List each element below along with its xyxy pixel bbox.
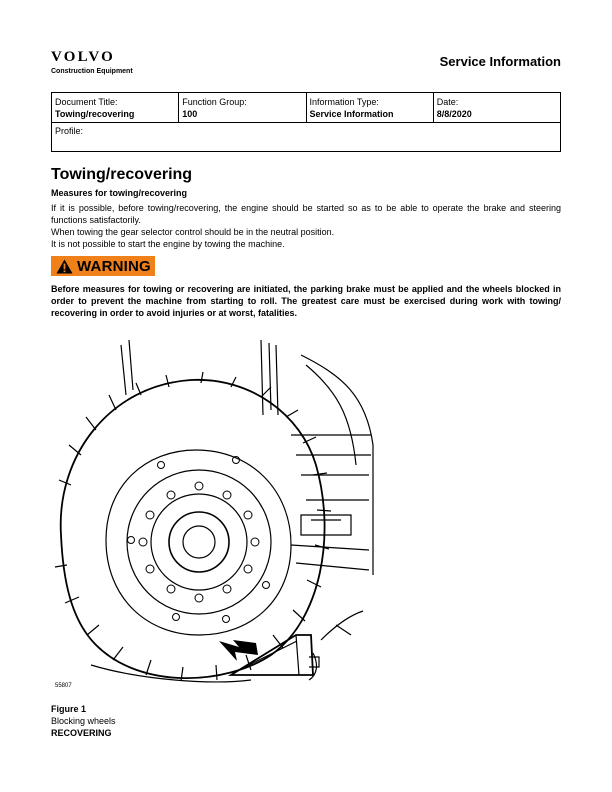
profile-label: Profile:: [55, 126, 84, 136]
paragraph-engine-start: If it is possible, before towing/recovering, the engine should be started so as to be able to operate the brake and steering functions satisfactorily.: [51, 203, 561, 225]
date-label: Date:: [436, 97, 459, 107]
figure-id: 55807: [55, 683, 72, 689]
wheel-chock-illustration: [51, 335, 381, 695]
figure-captions: [51, 703, 116, 739]
document-info-table: [51, 92, 561, 152]
paragraph-no-tow-start: It is not possible to start the engine by towing the machine.: [51, 239, 285, 249]
figure-blocking-wheels: [51, 335, 381, 695]
brand-division: Construction Equipment: [51, 68, 133, 75]
warning-triangle-icon: [56, 259, 73, 274]
brand-name: VOLVO: [51, 49, 116, 65]
warning-label: WARNING: [77, 257, 151, 275]
function-group-cell: [178, 93, 305, 122]
page-title: Towing/recovering: [51, 166, 193, 183]
function-group-value: 100: [182, 109, 198, 119]
main-content: [51, 166, 561, 319]
document-title-cell: [52, 93, 178, 122]
information-type-value: Service Information: [309, 109, 394, 119]
paragraph-gear-selector: When towing the gear selector control should be in the neutral position.: [51, 227, 335, 237]
document-title-label: Document Title:: [55, 97, 118, 107]
document-title-value: Towing/recovering: [55, 109, 135, 119]
figure-caption-text: Blocking wheels: [51, 716, 116, 726]
information-type-cell: [306, 93, 433, 122]
warning-text: Before measures for towing or recovering are initiated, the parking brake must be applied and the wheels blocked in order to prevent the machine from starting to roll. The greatest care must be exercised during work with towing/ recovering in order to avoid injuries or at worst, fatalities.: [51, 283, 561, 318]
function-group-label: Function Group:: [182, 97, 247, 107]
section-label-recovering: RECOVERING: [51, 728, 112, 738]
warning-badge: [51, 256, 155, 276]
section-subtitle: Measures for towing/recovering: [51, 188, 188, 198]
information-type-label: Information Type:: [309, 97, 379, 107]
document-info-row: [52, 93, 560, 123]
date-cell: [433, 93, 560, 122]
volvo-logo: [51, 50, 133, 75]
date-value: 8/8/2020: [436, 109, 472, 119]
header-title: Service Information: [439, 54, 561, 69]
figure-caption-title: Figure 1: [51, 704, 87, 714]
profile-row: [52, 123, 560, 136]
